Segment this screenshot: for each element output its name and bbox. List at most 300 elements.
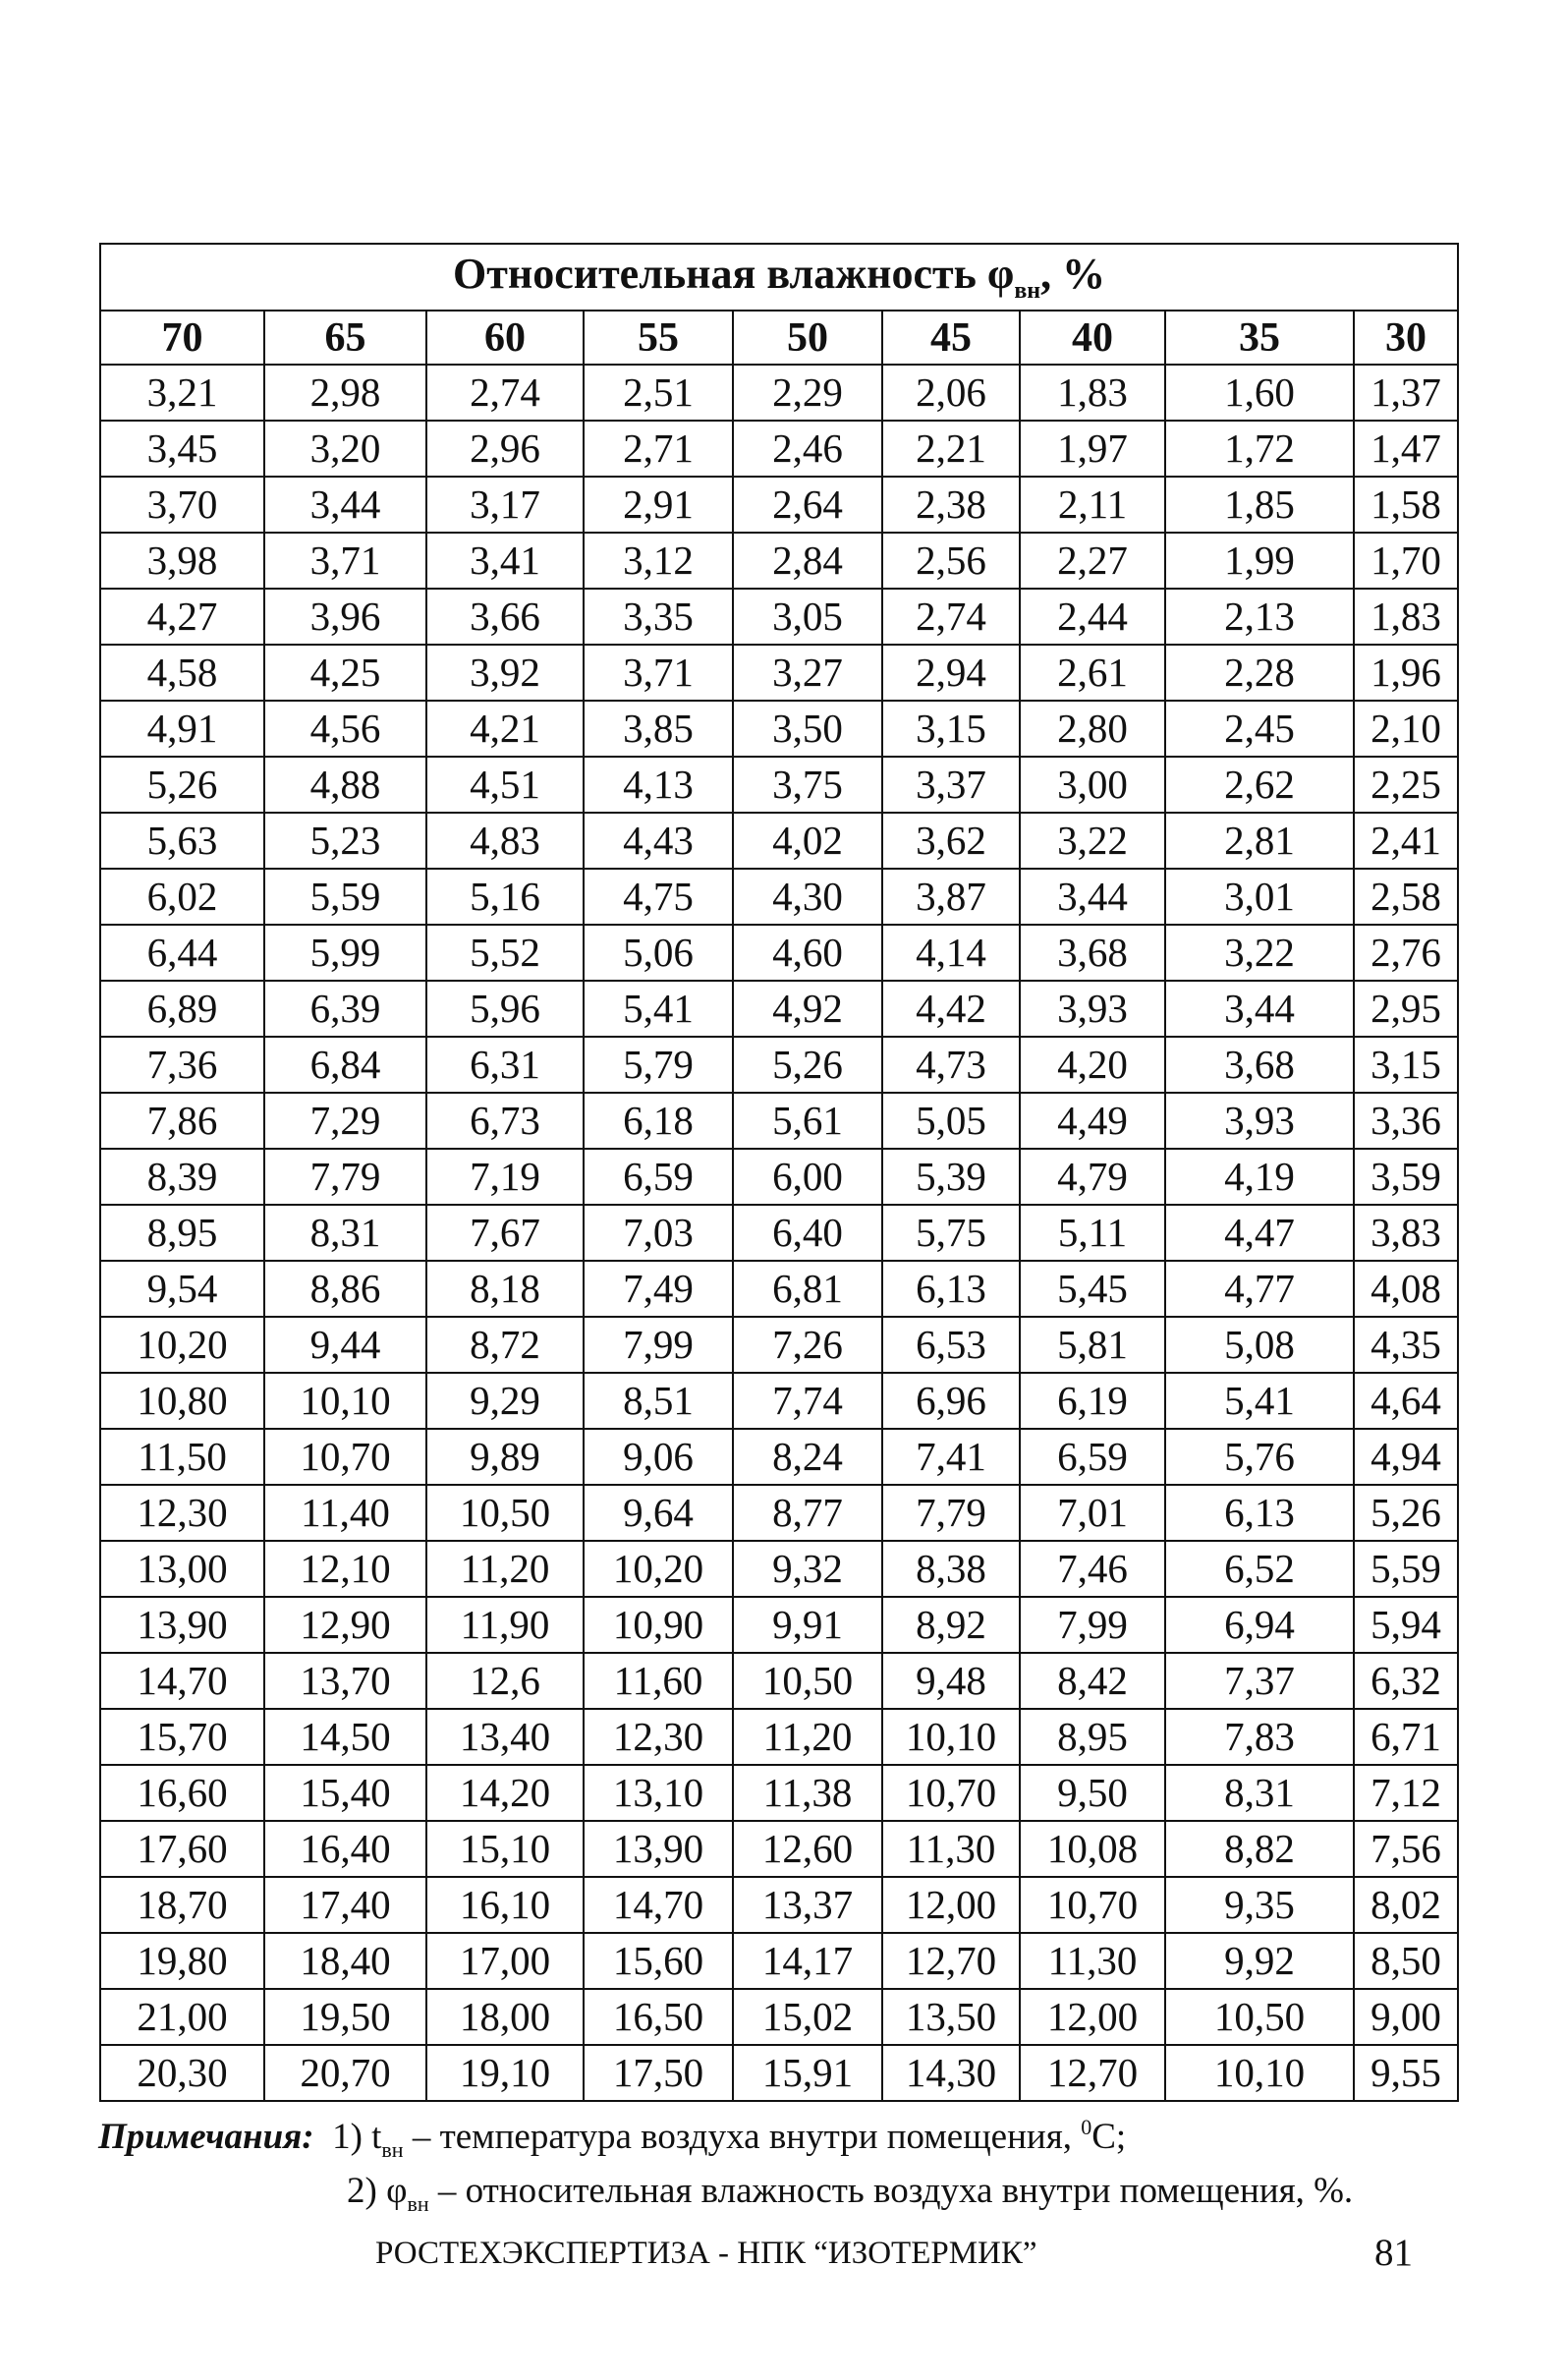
table-cell: 3,15	[882, 701, 1020, 757]
table-cell: 5,41	[584, 981, 733, 1037]
table-cell: 6,32	[1354, 1653, 1458, 1709]
table-cell: 2,71	[584, 421, 733, 477]
table-cell: 5,45	[1020, 1261, 1165, 1317]
table-cell: 16,50	[584, 1989, 733, 2045]
table-row	[100, 1261, 1458, 1317]
table-cell: 5,81	[1020, 1317, 1165, 1373]
table-cell: 4,02	[733, 813, 882, 869]
table-cell: 4,20	[1020, 1037, 1165, 1093]
table-cell: 8,72	[426, 1317, 584, 1373]
table-row	[100, 1989, 1458, 2045]
table-cell: 12,10	[264, 1541, 426, 1597]
table-cell: 7,79	[264, 1149, 426, 1205]
table-cell: 15,10	[426, 1821, 584, 1877]
table-cell: 8,51	[584, 1373, 733, 1429]
table-cell: 4,51	[426, 757, 584, 813]
table-cell: 3,93	[1165, 1093, 1354, 1149]
table-cell: 3,21	[100, 365, 264, 421]
table-cell: 15,91	[733, 2045, 882, 2101]
table-cell: 6,84	[264, 1037, 426, 1093]
table-cell: 7,03	[584, 1205, 733, 1261]
table-title: Относительная влажность $\varphi_{вн}$, %	[100, 244, 1458, 311]
table-cell: 2,13	[1165, 589, 1354, 645]
table-cell: 6,52	[1165, 1541, 1354, 1597]
table-body	[100, 365, 1458, 2101]
table-cell: 4,56	[264, 701, 426, 757]
table-cell: 1,97	[1020, 421, 1165, 477]
table-cell: 9,48	[882, 1653, 1020, 1709]
table-cell: 4,64	[1354, 1373, 1458, 1429]
table-cell: 2,96	[426, 421, 584, 477]
table-cell: 2,28	[1165, 645, 1354, 701]
table-cell: 2,64	[733, 477, 882, 533]
table-cell: 11,30	[1020, 1933, 1165, 1989]
table-cell: 2,95	[1354, 981, 1458, 1037]
table-row	[100, 701, 1458, 757]
table-cell: 5,06	[584, 925, 733, 981]
table-cell: 4,27	[100, 589, 264, 645]
table-cell: 11,20	[426, 1541, 584, 1597]
table-cell: 11,50	[100, 1429, 264, 1485]
table-cell: 6,89	[100, 981, 264, 1037]
table-cell: 1,85	[1165, 477, 1354, 533]
table-cell: 7,86	[100, 1093, 264, 1149]
table-cell: 6,31	[426, 1037, 584, 1093]
table-row	[100, 1933, 1458, 1989]
table-row	[100, 1037, 1458, 1093]
table-cell: 10,50	[426, 1485, 584, 1541]
table-cell: 4,14	[882, 925, 1020, 981]
table-cell: 4,88	[264, 757, 426, 813]
table-cell: 9,64	[584, 1485, 733, 1541]
table-cell: 3,96	[264, 589, 426, 645]
table-cell: 7,46	[1020, 1541, 1165, 1597]
table-cell: 9,89	[426, 1429, 584, 1485]
table-row	[100, 1317, 1458, 1373]
table-cell: 3,71	[584, 645, 733, 701]
table-cell: 2,29	[733, 365, 882, 421]
table-cell: 16,60	[100, 1765, 264, 1821]
table-cell: 3,70	[100, 477, 264, 533]
table-cell: 10,10	[1165, 2045, 1354, 2101]
table-cell: 9,00	[1354, 1989, 1458, 2045]
table-cell: 6,40	[733, 1205, 882, 1261]
table-cell: 5,39	[882, 1149, 1020, 1205]
column-header: 45	[882, 311, 1020, 365]
table-cell: 13,37	[733, 1877, 882, 1933]
table-cell: 5,94	[1354, 1597, 1458, 1653]
table-cell: 4,08	[1354, 1261, 1458, 1317]
table-cell: 7,83	[1165, 1709, 1354, 1765]
table-cell: 14,70	[584, 1877, 733, 1933]
table-cell: 3,41	[426, 533, 584, 589]
table-cell: 1,72	[1165, 421, 1354, 477]
table-row	[100, 1149, 1458, 1205]
table-row	[100, 869, 1458, 925]
table-cell: 3,22	[1020, 813, 1165, 869]
table-row	[100, 2045, 1458, 2101]
table-cell: 3,71	[264, 533, 426, 589]
table-cell: 13,70	[264, 1653, 426, 1709]
table-cell: 5,16	[426, 869, 584, 925]
table-cell: 3,75	[733, 757, 882, 813]
table-cell: 11,40	[264, 1485, 426, 1541]
table-cell: 12,70	[1020, 2045, 1165, 2101]
table-cell: 6,00	[733, 1149, 882, 1205]
table-cell: 3,01	[1165, 869, 1354, 925]
table-cell: 4,49	[1020, 1093, 1165, 1149]
table-cell: 9,06	[584, 1429, 733, 1485]
table-cell: 12,30	[584, 1709, 733, 1765]
table-cell: 2,74	[882, 589, 1020, 645]
table-cell: 5,96	[426, 981, 584, 1037]
table-cell: 11,20	[733, 1709, 882, 1765]
table-cell: 7,99	[1020, 1597, 1165, 1653]
table-cell: 11,30	[882, 1821, 1020, 1877]
column-header: 70	[100, 311, 264, 365]
table-row	[100, 365, 1458, 421]
table-cell: 10,10	[264, 1373, 426, 1429]
table-cell: 8,02	[1354, 1877, 1458, 1933]
table-cell: 3,59	[1354, 1149, 1458, 1205]
table-cell: 15,70	[100, 1709, 264, 1765]
table-cell: 6,13	[882, 1261, 1020, 1317]
table-row	[100, 1765, 1458, 1821]
table-cell: 8,95	[100, 1205, 264, 1261]
table-cell: 10,90	[584, 1597, 733, 1653]
table-cell: 8,92	[882, 1597, 1020, 1653]
table-cell: 5,08	[1165, 1317, 1354, 1373]
table-cell: 3,62	[882, 813, 1020, 869]
table-cell: 1,83	[1020, 365, 1165, 421]
column-header: 50	[733, 311, 882, 365]
table-cell: 1,96	[1354, 645, 1458, 701]
table-cell: 2,91	[584, 477, 733, 533]
table-cell: 9,54	[100, 1261, 264, 1317]
table-cell: 8,18	[426, 1261, 584, 1317]
column-header: 55	[584, 311, 733, 365]
table-row	[100, 1429, 1458, 1485]
table-row	[100, 1093, 1458, 1149]
table-cell: 8,31	[1165, 1765, 1354, 1821]
table-cell: 2,76	[1354, 925, 1458, 981]
table-cell: 14,30	[882, 2045, 1020, 2101]
table-row	[100, 981, 1458, 1037]
table-cell: 17,50	[584, 2045, 733, 2101]
table-cell: 5,05	[882, 1093, 1020, 1149]
table-cell: 7,26	[733, 1317, 882, 1373]
table-cell: 2,11	[1020, 477, 1165, 533]
table-cell: 18,00	[426, 1989, 584, 2045]
table-cell: 12,30	[100, 1485, 264, 1541]
table-cell: 5,99	[264, 925, 426, 981]
table-cell: 2,45	[1165, 701, 1354, 757]
table-cell: 4,25	[264, 645, 426, 701]
table-cell: 13,00	[100, 1541, 264, 1597]
table-cell: 7,36	[100, 1037, 264, 1093]
table-cell: 1,99	[1165, 533, 1354, 589]
table-cell: 4,21	[426, 701, 584, 757]
table-cell: 3,68	[1020, 925, 1165, 981]
table-cell: 2,94	[882, 645, 1020, 701]
table-cell: 6,18	[584, 1093, 733, 1149]
table-cell: 7,01	[1020, 1485, 1165, 1541]
table-cell: 2,51	[584, 365, 733, 421]
table-row	[100, 757, 1458, 813]
table-cell: 9,91	[733, 1597, 882, 1653]
table-cell: 2,06	[882, 365, 1020, 421]
column-header: 35	[1165, 311, 1354, 365]
table-row	[100, 813, 1458, 869]
table-cell: 3,85	[584, 701, 733, 757]
table-cell: 3,50	[733, 701, 882, 757]
table-row	[100, 925, 1458, 981]
table-cell: 4,19	[1165, 1149, 1354, 1205]
table-cell: 3,20	[264, 421, 426, 477]
table-cell: 4,60	[733, 925, 882, 981]
table-cell: 2,62	[1165, 757, 1354, 813]
table-cell: 8,95	[1020, 1709, 1165, 1765]
table-cell: 2,38	[882, 477, 1020, 533]
table-header-row	[100, 311, 1458, 365]
table-cell: 7,37	[1165, 1653, 1354, 1709]
table-cell: 10,20	[100, 1317, 264, 1373]
table-cell: 10,10	[882, 1709, 1020, 1765]
table-cell: 11,60	[584, 1653, 733, 1709]
table-cell: 4,83	[426, 813, 584, 869]
table-cell: 20,30	[100, 2045, 264, 2101]
table-cell: 1,47	[1354, 421, 1458, 477]
table-cell: 4,94	[1354, 1429, 1458, 1485]
table-cell: 8,77	[733, 1485, 882, 1541]
table-cell: 7,79	[882, 1485, 1020, 1541]
table-cell: 10,70	[264, 1429, 426, 1485]
table-cell: 2,84	[733, 533, 882, 589]
table-cell: 7,56	[1354, 1821, 1458, 1877]
table-cell: 20,70	[264, 2045, 426, 2101]
table-cell: 3,92	[426, 645, 584, 701]
table-cell: 4,42	[882, 981, 1020, 1037]
table-cell: 19,80	[100, 1933, 264, 1989]
table-cell: 6,13	[1165, 1485, 1354, 1541]
table-cell: 3,27	[733, 645, 882, 701]
table-row	[100, 1541, 1458, 1597]
table-cell: 2,46	[733, 421, 882, 477]
table-cell: 6,81	[733, 1261, 882, 1317]
table-cell: 17,60	[100, 1821, 264, 1877]
column-header: 40	[1020, 311, 1165, 365]
table-title-row	[100, 244, 1458, 311]
table-cell: 3,44	[1165, 981, 1354, 1037]
table-row	[100, 1709, 1458, 1765]
table-cell: 3,98	[100, 533, 264, 589]
column-header: 30	[1354, 311, 1458, 365]
table-cell: 3,36	[1354, 1093, 1458, 1149]
table-cell: 7,41	[882, 1429, 1020, 1485]
table-cell: 2,10	[1354, 701, 1458, 757]
table-cell: 3,12	[584, 533, 733, 589]
table-cell: 4,77	[1165, 1261, 1354, 1317]
table-cell: 7,19	[426, 1149, 584, 1205]
table-cell: 4,91	[100, 701, 264, 757]
table-cell: 7,99	[584, 1317, 733, 1373]
table-row	[100, 1597, 1458, 1653]
table-cell: 3,05	[733, 589, 882, 645]
table-row	[100, 533, 1458, 589]
table-cell: 9,32	[733, 1541, 882, 1597]
table-cell: 2,74	[426, 365, 584, 421]
table-cell: 5,79	[584, 1037, 733, 1093]
table-row	[100, 1877, 1458, 1933]
table-cell: 14,20	[426, 1765, 584, 1821]
table-cell: 5,75	[882, 1205, 1020, 1261]
table-cell: 2,44	[1020, 589, 1165, 645]
table-cell: 12,60	[733, 1821, 882, 1877]
table-cell: 13,50	[882, 1989, 1020, 2045]
table-cell: 3,37	[882, 757, 1020, 813]
table-cell: 13,90	[100, 1597, 264, 1653]
table-cell: 12,90	[264, 1597, 426, 1653]
table-row	[100, 1653, 1458, 1709]
table-cell: 5,59	[264, 869, 426, 925]
table-cell: 8,42	[1020, 1653, 1165, 1709]
table-cell: 2,25	[1354, 757, 1458, 813]
table-cell: 8,31	[264, 1205, 426, 1261]
table-cell: 7,74	[733, 1373, 882, 1429]
table-cell: 3,17	[426, 477, 584, 533]
table-cell: 2,81	[1165, 813, 1354, 869]
table-cell: 12,70	[882, 1933, 1020, 1989]
table-cell: 5,63	[100, 813, 264, 869]
table-cell: 4,47	[1165, 1205, 1354, 1261]
table-cell: 15,40	[264, 1765, 426, 1821]
table-cell: 8,50	[1354, 1933, 1458, 1989]
table-cell: 9,29	[426, 1373, 584, 1429]
table-cell: 1,58	[1354, 477, 1458, 533]
table-row	[100, 421, 1458, 477]
table-cell: 1,60	[1165, 365, 1354, 421]
table-row	[100, 1821, 1458, 1877]
table-cell: 3,83	[1354, 1205, 1458, 1261]
table-cell: 6,96	[882, 1373, 1020, 1429]
table-cell: 2,58	[1354, 869, 1458, 925]
table-cell: 6,19	[1020, 1373, 1165, 1429]
note-2: 2) $\varphi_{вн}$ – относительная влажность воздуха внутри помещения, %.	[347, 2171, 1354, 2216]
table-row	[100, 589, 1458, 645]
table-cell: 9,92	[1165, 1933, 1354, 1989]
table-cell: 14,70	[100, 1653, 264, 1709]
table-cell: 1,70	[1354, 533, 1458, 589]
table-cell: 6,59	[1020, 1429, 1165, 1485]
table-cell: 5,26	[733, 1037, 882, 1093]
table-cell: 17,40	[264, 1877, 426, 1933]
table-cell: 14,50	[264, 1709, 426, 1765]
table-cell: 3,15	[1354, 1037, 1458, 1093]
table-cell: 3,87	[882, 869, 1020, 925]
table-cell: 4,58	[100, 645, 264, 701]
table-cell: 12,00	[1020, 1989, 1165, 2045]
table-cell: 10,08	[1020, 1821, 1165, 1877]
table-cell: 2,80	[1020, 701, 1165, 757]
table-cell: 18,70	[100, 1877, 264, 1933]
table-cell: 9,55	[1354, 2045, 1458, 2101]
footer-publisher: РОСТЕХЭКСПЕРТИЗА - НПК “ИЗОТЕРМИК”	[375, 2236, 1037, 2271]
table-cell: 8,39	[100, 1149, 264, 1205]
table-cell: 7,29	[264, 1093, 426, 1149]
table-cell: 7,67	[426, 1205, 584, 1261]
column-header: 60	[426, 311, 584, 365]
table-row	[100, 477, 1458, 533]
table-cell: 10,20	[584, 1541, 733, 1597]
table-cell: 6,39	[264, 981, 426, 1037]
table-cell: 13,90	[584, 1821, 733, 1877]
table-cell: 5,11	[1020, 1205, 1165, 1261]
humidity-table	[99, 243, 1459, 2102]
table-cell: 8,24	[733, 1429, 882, 1485]
table-cell: 1,37	[1354, 365, 1458, 421]
table-row	[100, 1205, 1458, 1261]
table-cell: 2,61	[1020, 645, 1165, 701]
table-cell: 1,83	[1354, 589, 1458, 645]
table-cell: 6,02	[100, 869, 264, 925]
table-cell: 13,40	[426, 1709, 584, 1765]
table-cell: 4,79	[1020, 1149, 1165, 1205]
table-cell: 16,40	[264, 1821, 426, 1877]
table-cell: 10,50	[1165, 1989, 1354, 2045]
table-cell: 8,82	[1165, 1821, 1354, 1877]
table-cell: 5,59	[1354, 1541, 1458, 1597]
table-cell: 6,53	[882, 1317, 1020, 1373]
table-cell: 7,12	[1354, 1765, 1458, 1821]
table-cell: 5,26	[1354, 1485, 1458, 1541]
table-cell: 4,30	[733, 869, 882, 925]
table-cell: 2,27	[1020, 533, 1165, 589]
table-cell: 14,17	[733, 1933, 882, 1989]
table-cell: 8,38	[882, 1541, 1020, 1597]
table-cell: 4,92	[733, 981, 882, 1037]
table-cell: 8,86	[264, 1261, 426, 1317]
table-cell: 16,10	[426, 1877, 584, 1933]
note-1: Примечания: 1) $t_{вн}$ – температура воздуха внутри помещения, $^0$С;	[98, 2115, 1127, 2162]
notes-label: Примечания:	[98, 2117, 314, 2157]
table-cell: 5,41	[1165, 1373, 1354, 1429]
table-cell: 15,60	[584, 1933, 733, 1989]
table-cell: 4,35	[1354, 1317, 1458, 1373]
table-cell: 9,44	[264, 1317, 426, 1373]
table-cell: 17,00	[426, 1933, 584, 1989]
table-row	[100, 645, 1458, 701]
table-cell: 9,35	[1165, 1877, 1354, 1933]
table-cell: 5,26	[100, 757, 264, 813]
table-cell: 21,00	[100, 1989, 264, 2045]
table-cell: 3,44	[1020, 869, 1165, 925]
table-cell: 3,68	[1165, 1037, 1354, 1093]
table-cell: 12,00	[882, 1877, 1020, 1933]
table-cell: 4,43	[584, 813, 733, 869]
table-cell: 3,66	[426, 589, 584, 645]
table-cell: 13,10	[584, 1765, 733, 1821]
table-cell: 10,80	[100, 1373, 264, 1429]
table-cell: 12,6	[426, 1653, 584, 1709]
table-row	[100, 1373, 1458, 1429]
table-cell: 6,94	[1165, 1597, 1354, 1653]
table-cell: 3,35	[584, 589, 733, 645]
page-number: 81	[1374, 2232, 1413, 2274]
table-cell: 5,61	[733, 1093, 882, 1149]
table-cell: 4,73	[882, 1037, 1020, 1093]
table-cell: 2,41	[1354, 813, 1458, 869]
table-cell: 3,22	[1165, 925, 1354, 981]
